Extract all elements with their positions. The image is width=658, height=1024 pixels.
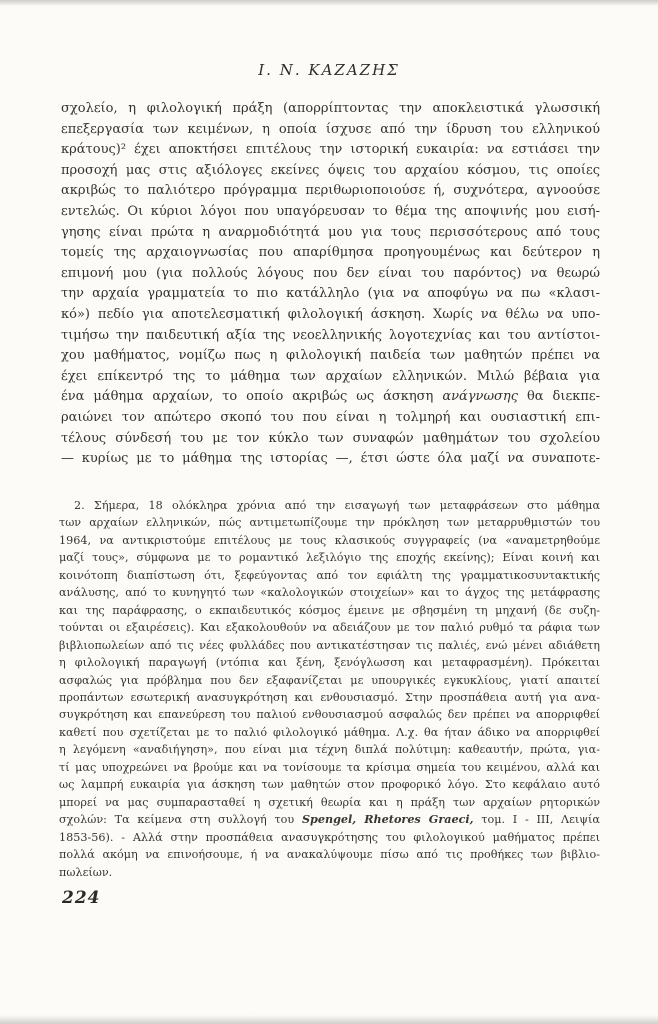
footnote-line-with-citation <box>59 811 600 828</box>
footnote-block <box>59 497 600 881</box>
text-line: ακριβώς το παλιότερο πρόγραμμα περιθωριοποιούσε ή, συχνότερα, αγνοούσε <box>61 183 600 199</box>
page-header-author: Ι. Ν. ΚΑΖΑΖΗΣ <box>258 61 400 79</box>
text-line: έχει επίκεντρό της το μάθημα των αρχαίων ελληνικών. Μιλώ βέβαια για <box>61 368 600 384</box>
text-segment: ένα μάθημα αρχαίων, το οποίο ακριβώς ως άσκηση <box>61 389 443 405</box>
scan-edge-shadow-top <box>0 0 658 6</box>
text-line: την αρχαία γραμματεία το πιο κατάλληλο (για να αποφύγω να πω «κλασι- <box>61 286 600 302</box>
footnote-line: πωλείων. <box>59 865 113 879</box>
footnote-line: 1853-56). - Αλλά στην προσπάθεια ανασυγκρότησης του φιλολογικού μαθήματος πρέπει <box>59 830 600 844</box>
text-line: — κυρίως με το μάθημα της ιστορίας —, έτσι ώστε όλα μαζί να συναποτε- <box>61 451 600 467</box>
text-segment: σχολών: Τα κείμενα στη συλλογή του <box>59 813 302 827</box>
footnote-line: ως λαμπρή ευκαιρία για άσκηση των μαθητών στον προφορικό λόγο. Στο κεφάλαιο αυτό <box>59 778 600 792</box>
footnote-line: μπορεί να μας συμπαρασταθεί η σχετική θεωρία και η πράξη των αρχαίων ρητορικών <box>59 795 600 809</box>
footnote-line: καθετί που σχετίζεται με το παλιό φιλολογικό μάθημα. Λ.χ. θα ήταν άδικο να απορριφθεί <box>59 725 600 739</box>
footnote-line: η φιλολογική παραγωγή (ντόπια και ξένη, ξενόγλωσση και μεταφρασμένη). Πρόκειται <box>59 656 600 670</box>
footnote-line: 1964, να αντικριστούμε επιτέλους με τους κλασικούς συγγραφείς (να «αναμετρηθούμε <box>59 533 600 547</box>
footnote-line: και της παράφρασης, ο εκπαιδευτικός κόσμος έμεινε με σβησμένη τη μηχανή (δε συζη- <box>59 603 600 617</box>
footnote-line: 2. Σήμερα, 18 ολόκληρα χρόνια από την εισαγωγή των μεταφράσεων στο μάθημα <box>74 499 600 512</box>
footnote-line: κοινότοπη διαπίστωση ότι, ξεφεύγοντας από τον εφιάλτη της γραμματικοσυντακτικής <box>59 568 600 582</box>
footnote-line: βιβλιοπωλείων από τις νέες φυλλάδες που αντικατέστησαν τις παλιές, ενώ μένει αδιάθετη <box>59 638 600 652</box>
text-segment: τομ. I - III, Λειψία <box>473 813 600 827</box>
main-text-block <box>61 99 600 470</box>
footnote-line: ασφαλώς για πρόβλημα που δεν εξαφανίζεται με υπουργικές εγκυκλίους, γιατί απαιτεί <box>59 673 600 687</box>
footnote-line: πολλά ακόμη να επινοήσουμε, ή να ανακαλύψουμε πίσω από τις προθήκες των βιβλιο- <box>59 848 600 862</box>
text-line: τιμήσω την παιδευτική αξία της νεοελληνικής λογοτεχνίας και του αντίστοι- <box>61 327 600 343</box>
footnote-line: των αρχαίων ελληνικών, πώς αντιμετωπίζουμε την πρόκληση των μεταρρυθμιστών του <box>59 516 600 530</box>
text-line: επεξεργασία των κειμένων, η οποία ίσχυσε από την ίδρυση του ελληνικού <box>61 121 600 137</box>
text-line: ραιώνει τον απώτερο σκοπό του που είναι η τολμηρή και ουσιαστική επι- <box>61 409 600 425</box>
text-line: τέλους σύνδεσή του με τον κύκλο των συναφών μαθημάτων του σχολείου <box>61 430 600 446</box>
text-line: κράτους)² έχει αποκτήσει επιτέλους την ιστορική ευκαιρία: να εστιάσει την <box>61 142 600 158</box>
scan-edge-shadow-bottom <box>0 1015 658 1024</box>
page-number: 224 <box>62 888 101 908</box>
footnote-line: συγκρότηση και επανεύρεση του παλιού ενθουσιασμού ασφαλώς δεν πρέπει να απορριφθεί <box>59 708 600 722</box>
text-line: σχολείο, η φιλολογική πράξη (απορρίπτοντας την αποκλειστικά γλωσσική <box>61 101 600 116</box>
footnote-line: μαζί τους», σύμφωνα με το ρομαντικό λεξιλόγιο της εποχής εκείνης); Είναι κοινή και <box>59 551 600 565</box>
text-line: επιμονή μου (για πολλούς λόγους που δεν είναι του παρόντος) να θεωρώ <box>61 265 600 281</box>
text-segment: θα διεκπε- <box>518 389 600 405</box>
citation-title: Spengel, Rhetores Graeci, <box>301 812 474 827</box>
text-line-with-emphasis <box>61 387 600 408</box>
text-line: κό») πεδίο για αποτελεσματική φιλολογική άσκηση. Χωρίς να θέλω να υπο- <box>61 306 600 322</box>
text-line: προσοχή μας στις αξιόλογες εκείνες όψεις του αρχαίου κόσμου, τις οποίες <box>61 162 600 178</box>
footnote-line: προπάντων εσωτερική ανασυγκρότηση και ενθουσιασμό. Στην προσπάθεια αυτή για ανα- <box>59 690 600 704</box>
text-line: γησης είναι πρώτα η αναρμοδιότητά μου για τους περισσότερους από τους <box>61 224 600 240</box>
text-line: εντελώς. Οι κύριοι λόγοι που υπαγόρευσαν το θέμα της αποψινής μου εισή- <box>61 203 600 219</box>
text-line: χου μαθήματος, νομίζω πως η φιλολογική παιδεία των μαθητών πρέπει να <box>61 348 600 364</box>
footnote-line: η λεγόμενη «αναδιήγηση», που είναι μια τέχνη διπλά πολύτιμη: καθεαυτήν, πρώτα, για- <box>59 743 600 757</box>
text-line: τομείς της αρχαιογνωσίας που απαρίθμησα προηγουμένως και δεύτερον η <box>61 245 600 261</box>
footnote-line: τί μας υποχρεώνει να βρούμε και να τονίσουμε τα κρίσιμα σημεία του κειμένου, αλλά και <box>59 760 600 774</box>
footnote-line: ανάλυσης, από το κυνηγητό των «καλολογικών στοιχείων» και το άγχος της μετάφρασης <box>59 586 600 600</box>
emphasized-word: ανάγνωσης <box>442 389 518 405</box>
footnote-line: τούνται οι εξαιρέσεις). Και εξακολουθούν να αδειάζουν με τον παλιό ρυθμό τα ράφια των <box>59 621 600 635</box>
